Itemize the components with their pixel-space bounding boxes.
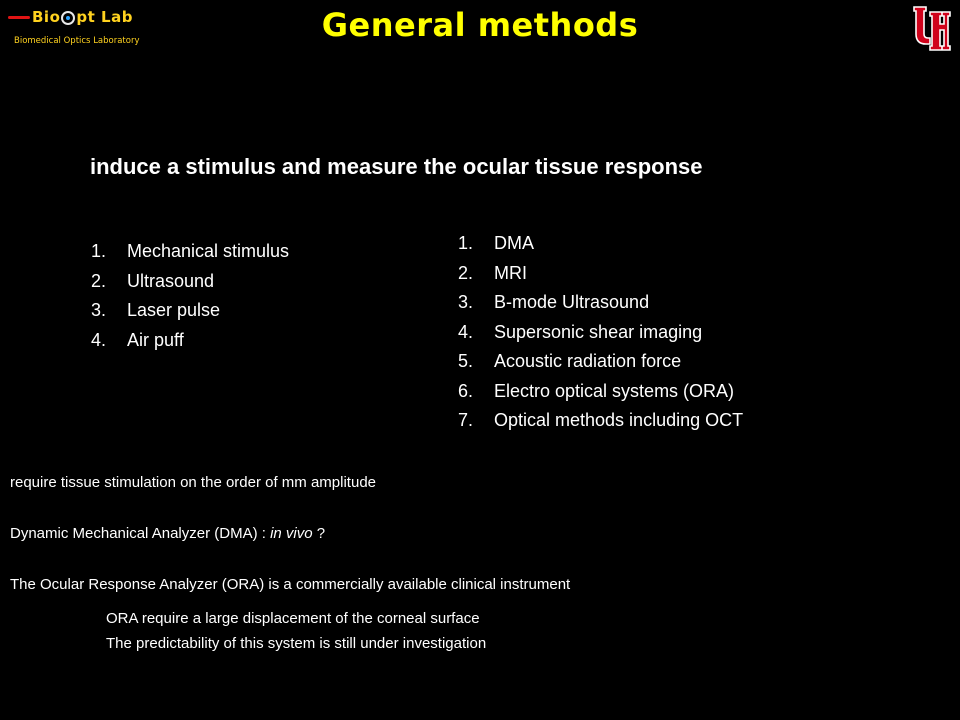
note-tissue-stimulation: require tissue stimulation on the order of mm amplitude — [10, 474, 377, 491]
list-item: 5. Acoustic radiation force — [458, 351, 682, 371]
list-item: 7. Optical methods including OCT — [458, 410, 744, 430]
note-dma: Dynamic Mechanical Analyzer (DMA) : in vivo ? — [10, 525, 326, 542]
list-item: 2. Ultrasound — [91, 270, 215, 291]
logo-text: Bio pt Lab — [32, 8, 133, 26]
note-ora-predictability: The predictability of this system is still under investigation — [106, 635, 487, 652]
slide-title: General methods — [321, 6, 639, 44]
list-item: 2. MRI — [458, 262, 527, 283]
in-vivo-text: in vivo — [270, 525, 313, 542]
list-item: 4. Air puff — [91, 329, 184, 350]
note-ora: The Ocular Response Analyzer (ORA) is a commercially available clinical instrument — [10, 576, 571, 593]
list-item: 1. Mechanical stimulus — [91, 241, 290, 261]
list-item: 3. B-mode Ultrasound — [458, 292, 650, 312]
logo-subtitle: Biomedical Optics Laboratory — [14, 36, 140, 46]
note-ora-displacement: ORA require a large displacement of the corneal surface — [106, 610, 480, 627]
stimulus-methods-list — [91, 237, 289, 355]
list-item: 3. Laser pulse — [91, 300, 221, 320]
list-item: 6. Electro optical systems (ORA) — [458, 380, 735, 401]
university-logo — [912, 4, 952, 52]
measurement-methods-list — [458, 229, 743, 436]
list-item: 4. Supersonic shear imaging — [458, 321, 703, 342]
list-item: 1. DMA — [458, 233, 534, 253]
slide-subtitle: induce a stimulus and measure the ocular tissue response — [90, 154, 703, 179]
